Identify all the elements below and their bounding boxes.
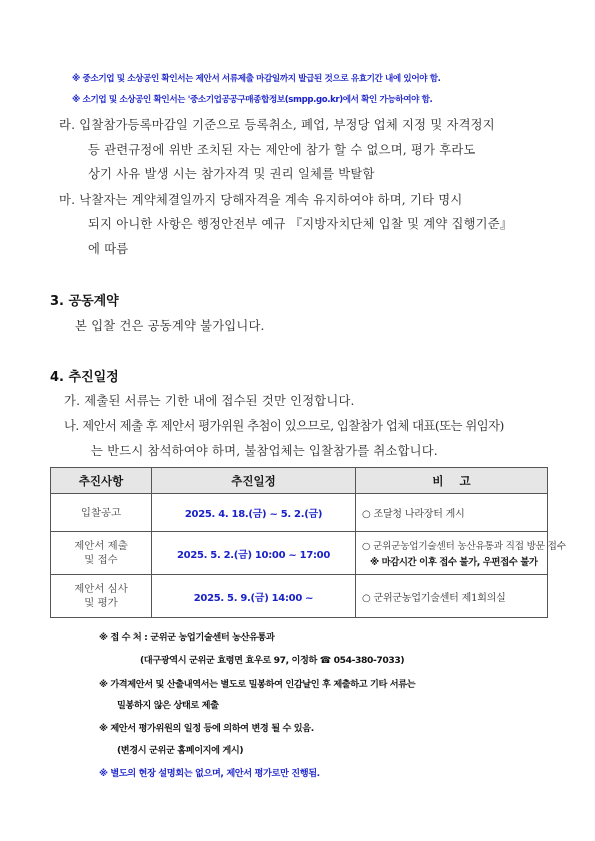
item-ma-line-1: 마. 낙찰자는 계약체결일까지 당해자격을 계속 유지하여야 하며, 기타 명시 (59, 193, 463, 207)
row-submission-schedule: 2025. 5. 2.(금) 10:00 ~ 17:00 (152, 532, 356, 575)
row-submission-remark-text: ○ 군위군농업기술센터 농산유통과 직접 방문 접수 (362, 541, 566, 552)
row-submission-remark (356, 532, 566, 575)
item-ma-line-2: 되지 아니한 사항은 행정안전부 예규 『지방자치단체 입찰 및 계약 집행기준』 (88, 217, 513, 231)
row-bid-notice-remark: ○ 조달청 나라장터 게시 (356, 494, 548, 532)
section-4-item-ga: 가. 제출된 서류는 기한 내에 접수된 것만 인정합니다. (64, 394, 355, 408)
row-bid-notice-item (51, 494, 152, 532)
header-remarks: 비 고 (356, 468, 548, 494)
contact-office-note: ※ 접 수 처 : 군위군 농업기술센터 농산유통과 (99, 632, 275, 643)
table-row (51, 575, 548, 618)
row-item-label: 제안서 심사 (74, 583, 128, 595)
price-proposal-note-cont: 밀봉하지 않은 상태로 제출 (117, 700, 219, 711)
item-ra-line-2: 등 관련규정에 위반 조치된 자는 제안에 참가 할 수 없으며, 평가 후라도 (88, 143, 476, 157)
row-item-label: 제안서 제출 (74, 540, 128, 552)
row-item-label-sub: 및 평가 (84, 597, 118, 609)
row-evaluation-schedule: 2025. 5. 9.(금) 14:00 ~ (152, 575, 356, 618)
schedule-header-row (51, 468, 548, 494)
section-3-text: 본 입찰 건은 공동계약 불가입니다. (75, 319, 265, 333)
price-proposal-note: ※ 가격제안서 및 산출내역서는 별도로 밀봉하여 인감날인 후 제출하고 기타 서류는 (99, 679, 416, 690)
item-ma-line-3: 에 따름 (88, 242, 129, 256)
row-submission-item (51, 532, 152, 575)
section-4-item-na-line-2: 는 반드시 참석하여야 하며, 불참업체는 입찰참가를 취소합니다. (91, 444, 438, 458)
row-submission-deadline-warning: ※ 마감시간 이후 접수 불가, 우편접수 불가 (370, 557, 538, 568)
row-evaluation-remark: ○ 군위군농업기술센터 제1회의실 (356, 575, 548, 618)
contact-address: (대구광역시 군위군 효령면 효우로 97, 이정하 ☎ 054-380-7033) (140, 655, 405, 666)
table-row (51, 494, 548, 532)
section-4-heading: 4. 추진일정 (50, 370, 119, 385)
header-schedule: 추진일정 (152, 468, 356, 494)
small-business-certificate-note: ※ 소기업 및 소상공인 확인서는 '중소기업공공구매종합정보(smpp.go.kr)에서 확인 가능하여야 함. (72, 95, 433, 105)
no-briefing-note: ※ 별도의 현장 설명회는 없으며, 제안서 평가로만 진행됨. (99, 768, 320, 779)
table-row (51, 532, 548, 575)
schedule-change-note-cont: (변경시 군위군 홈페이지에 게시) (117, 745, 244, 756)
section-3-heading: 3. 공동계약 (50, 294, 119, 309)
header-item: 추진사항 (51, 468, 152, 494)
row-bid-notice-schedule: 2025. 4. 18.(금) ~ 5. 2.(금) (152, 494, 356, 532)
sme-certificate-note: ※ 중소기업 및 소상공인 확인서는 제안서 서류제출 마감일까지 발급된 것으로 유효기간 내에 있어야 함. (72, 74, 441, 84)
item-ra-line-3: 상기 사유 발생 시는 참가자격 및 권리 일체를 박탈함 (88, 167, 375, 181)
row-evaluation-item (51, 575, 152, 618)
item-ra-line-1: 라. 입찰참가등록마감일 기준으로 등록취소, 폐업, 부정당 업체 지정 및 자격정지 (59, 118, 495, 132)
section-4-item-na-line-1: 나. 제안서 제출 후 제안서 평가위원 추첨이 있으므로, 입찰참가 업체 대표(또는 위임자) (64, 419, 504, 433)
schedule-table (50, 467, 566, 618)
row-item-label-sub: 및 접수 (84, 554, 118, 566)
schedule-change-note: ※ 제안서 평가위원의 일정 등에 의하여 변경 될 수 있음. (99, 723, 314, 734)
row-item-label: 입찰공고 (80, 506, 122, 519)
